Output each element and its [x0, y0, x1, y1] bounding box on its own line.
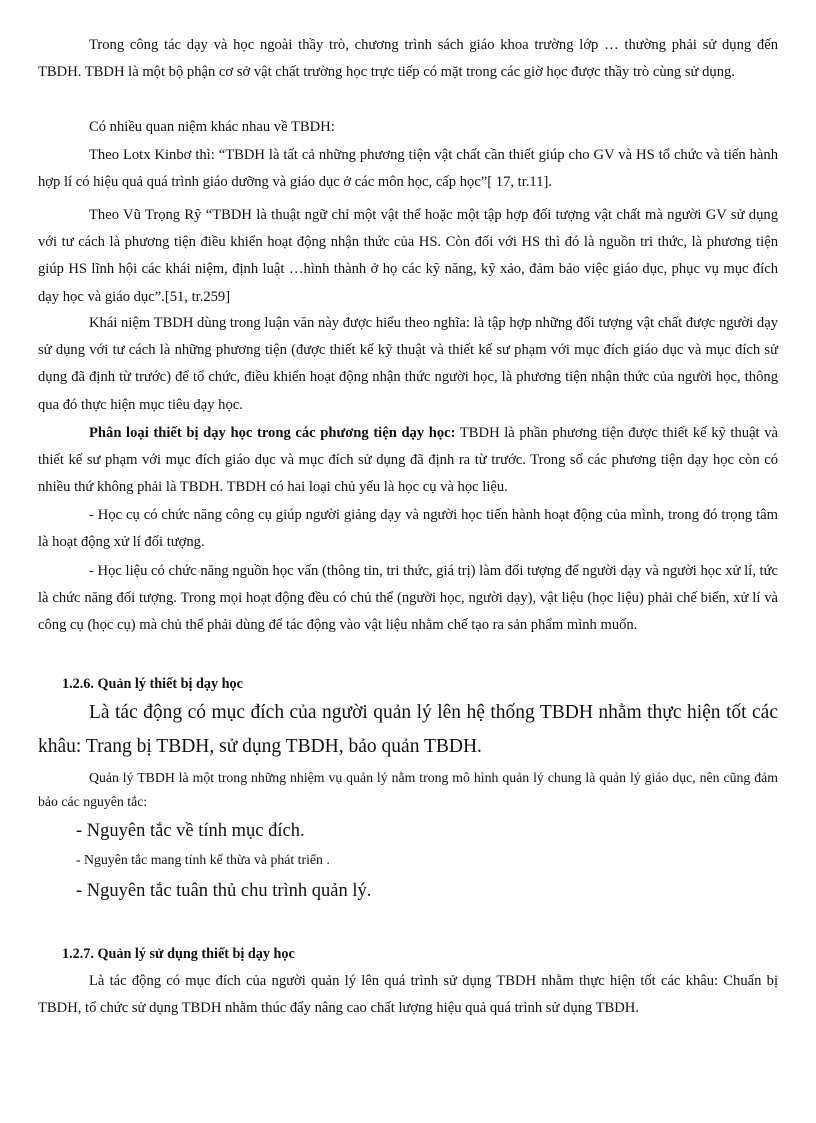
- paragraph-vu-trong-ry-definition: Theo Vũ Trọng Rỹ “TBDH là thuật ngữ chỉ một vật thể hoặc một tập hợp đối tượng vật chất mà người GV sử dụng với tư cách là phương tiện điều khiển hoạt động nhận thức của HS. Còn đối với HS thì đó là nguồn tri thức, là phương tiện giúp HS lĩnh hội các khái niệm, định luật …hình thành ở họ các kỹ năng, kỹ xảo, đảm bảo việc giáo dục, phục vụ mục đích dạy học và giáo dục”.[51, tr.259]: [38, 207, 778, 305]
- paragraph-hoc-lieu: - Học liệu có chức năng nguồn học vấn (thông tin, tri thức, giá trị) làm đối tượng để người dạy và người học xử lí, tức là chức năng đối tượng. Trong mọi hoạt động đều có chủ thể (người học, người dạy), vật liệu (học liệu) phải chế biến, xử lí và công cụ (học cụ) mà chủ thể phải dùng để tác động vào vật liệu nhằm chế tạo ra sản phẩm mình muốn.: [38, 563, 778, 634]
- paragraph-concepts-lead: Có nhiều quan niệm khác nhau về TBDH:: [89, 119, 335, 135]
- paragraph-management-principles-lead: Quản lý TBDH là một trong những nhiệm vụ quản lý nằm trong mô hình quản lý chung là quản lý giáo dục, nên cũng đảm bảo các nguyên tắc:: [38, 770, 778, 809]
- classification-text: TBDH là phần phương tiện được thiết kế kỹ thuật và thiết kế sư phạm với mục đích giáo dục và mục đích sử dụng đã định ra từ trước. Trong số các phương tiện dạy học còn có nhiều thứ không phải là TBDH. TBDH có hai loại chủ yếu là học cụ và học liệu.: [38, 425, 778, 496]
- paragraph-equipment-management-definition: Là tác động có mục đích của người quản lý lên hệ thống TBDH nhằm thực hiện tốt các khâu: Trang bị TBDH, sử dụng TBDH, bảo quản TBDH.: [38, 702, 778, 757]
- classification-bold-lead: Phân loại thiết bị dạy học trong các phương tiện dạy học:: [89, 425, 456, 441]
- section-heading-1-2-7: 1.2.7. Quản lý sử dụng thiết bị dạy học: [62, 946, 295, 962]
- list-item-cycle-principle: - Nguyên tắc tuân thủ chu trình quản lý.: [76, 881, 372, 901]
- paragraph-lotx-kinbo-definition: Theo Lotx Kinbơ thì: “TBDH là tất cả những phương tiện vật chất cần thiết giúp cho GV và HS tổ chức và tiến hành hợp lí có hiệu quả quá trình giáo dưỡng và giáo dục ở các môn học, cấp học”[ 17, tr.11].: [38, 147, 778, 191]
- paragraph-tbdh-intro: Trong công tác dạy và học ngoài thầy trò, chương trình sách giáo khoa trường lớp … thường phải sử dụng đến TBDH. TBDH là một bộ phận cơ sở vật chất trường học trực tiếp có mặt trong các giờ học được thầy trò cùng sử dụng.: [38, 37, 778, 81]
- list-item-inheritance-principle: - Nguyên tắc mang tính kế thừa và phát triển .: [76, 852, 330, 867]
- paragraph-thesis-definition: Khái niệm TBDH dùng trong luận văn này được hiểu theo nghĩa: là tập hợp những đối tượng vật chất được người dạy sử dụng với tư cách là những phương tiện (được thiết kế kỹ thuật và thiết kế sư phạm với mục đích giáo dục và mục đích sử dụng đã định từ trước) để tổ chức, điều khiển hoạt động nhận thức người học, là phương tiện nhận thức của người học, thông qua đó thực hiện mục tiêu dạy học.: [38, 315, 778, 413]
- paragraph-usage-management-definition: Là tác động có mục đích của người quản lý lên quá trình sử dụng TBDH nhằm thực hiện tốt các khâu: Chuẩn bị TBDH, tổ chức sử dụng TBDH nhằm thúc đẩy nâng cao chất lượng hiệu quả quá trình sử dụng TBDH.: [38, 973, 778, 1017]
- paragraph-classification: [38, 420, 778, 502]
- section-heading-1-2-6: 1.2.6. Quản lý thiết bị dạy học: [62, 676, 243, 692]
- paragraph-hoc-cu: - Học cụ có chức năng công cụ giúp người giảng dạy và người học tiến hành hoạt động của mình, trong đó trọng tâm là hoạt động xử lí đối tượng.: [38, 507, 778, 551]
- list-item-purpose-principle: - Nguyên tắc về tính mục đích.: [76, 821, 305, 841]
